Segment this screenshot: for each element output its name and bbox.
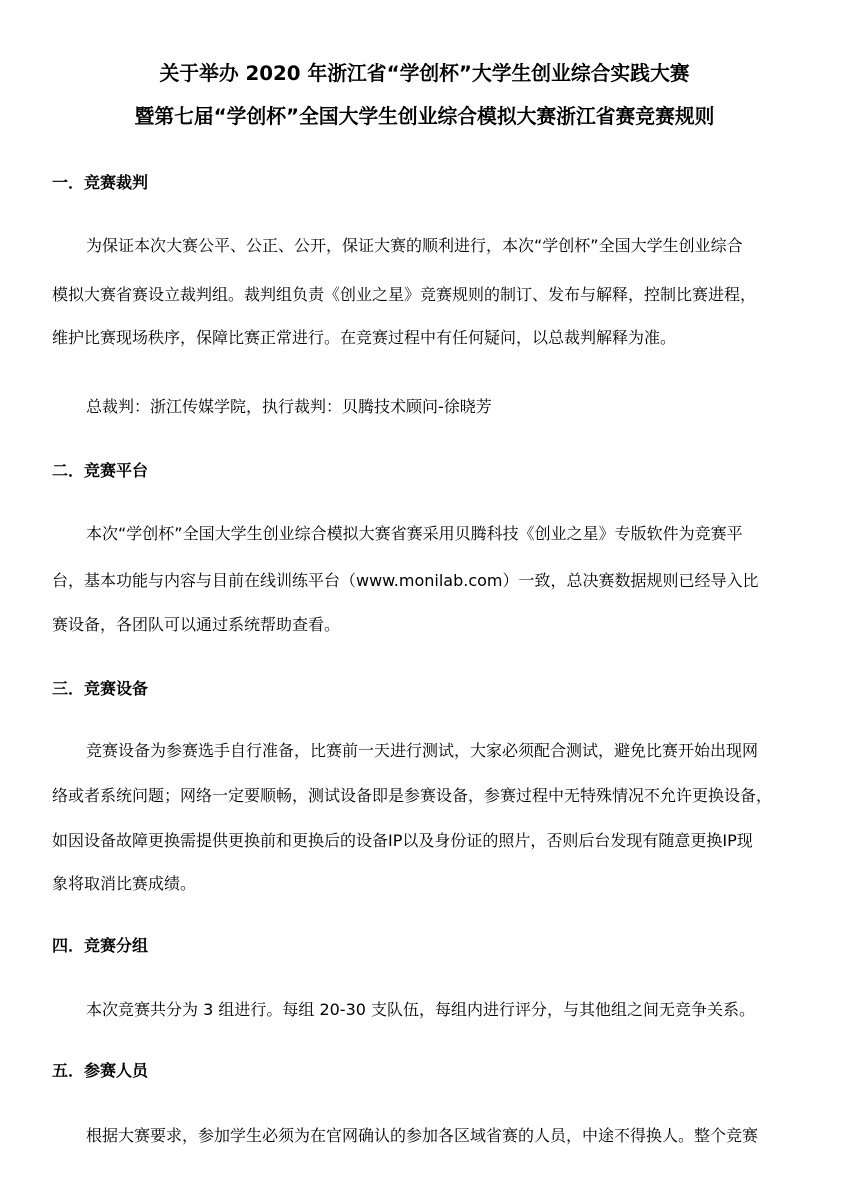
document-title-line-2: 暨第七届“学创杯”全国大学生创业综合模拟大赛浙江省赛竞赛规则 [134,105,715,128]
section-heading-platform: 二．竞赛平台 [52,461,149,480]
paragraph-line: 模拟大赛省赛设立裁判组。裁判组负责《创业之星》竞赛规则的制订、发布与解释，控制比赛进程， [52,285,757,304]
section-heading-grouping: 四．竞赛分组 [52,936,149,955]
paragraph-line: 根据大赛要求，参加学生必须为在官网确认的参加各区域省赛的人员，中途不得换人。整个竞赛 [86,1126,759,1145]
section-heading-equipment: 三．竞赛设备 [52,679,149,698]
paragraph-line: 象将取消比赛成绩。 [52,874,197,893]
paragraph-line: 台，基本功能与内容与目前在线训练平台（www.monilab.com）一致，总决赛数据规则已经导入比 [52,571,759,590]
paragraph-line: 总裁判：浙江传媒学院，执行裁判：贝腾技术顾问-徐晓芳 [86,397,492,416]
paragraph-line: 赛设备，各团队可以通过系统帮助查看。 [52,615,341,634]
paragraph-line: 本次“学创杯”全国大学生创业综合模拟大赛省赛采用贝腾科技《创业之星》专版软件为竞赛平 [86,524,743,543]
paragraph-line: 络或者系统问题；网络一定要顺畅，测试设备即是参赛设备，参赛过程中无特殊情况不允许更换设备， [52,786,773,805]
paragraph-line: 为保证本次大赛公平、公正、公开，保证大赛的顺利进行，本次“学创杯”全国大学生创业综合 [86,236,743,255]
paragraph-line: 如因设备故障更换需提供更换前和更换后的设备IP以及身份证的照片，否则后台发现有随意更换IP现 [52,831,753,850]
document-title-line-1: 关于举办 2020 年浙江省“学创杯”大学生创业综合实践大赛 [159,62,690,85]
section-heading-participants: 五．参赛人员 [52,1061,149,1080]
paragraph-line: 竞赛设备为参赛选手自行准备，比赛前一天进行测试，大家必须配合测试，避免比赛开始出现网 [86,741,759,760]
paragraph-line: 本次竞赛共分为 3 组进行。每组 20-30 支队伍，每组内进行评分，与其他组之间无竞争关系。 [86,1000,756,1019]
paragraph-line: 维护比赛现场秩序，保障比赛正常进行。在竞赛过程中有任何疑问，以总裁判解释为准。 [52,328,677,347]
section-heading-judges: 一．竞赛裁判 [52,173,149,192]
